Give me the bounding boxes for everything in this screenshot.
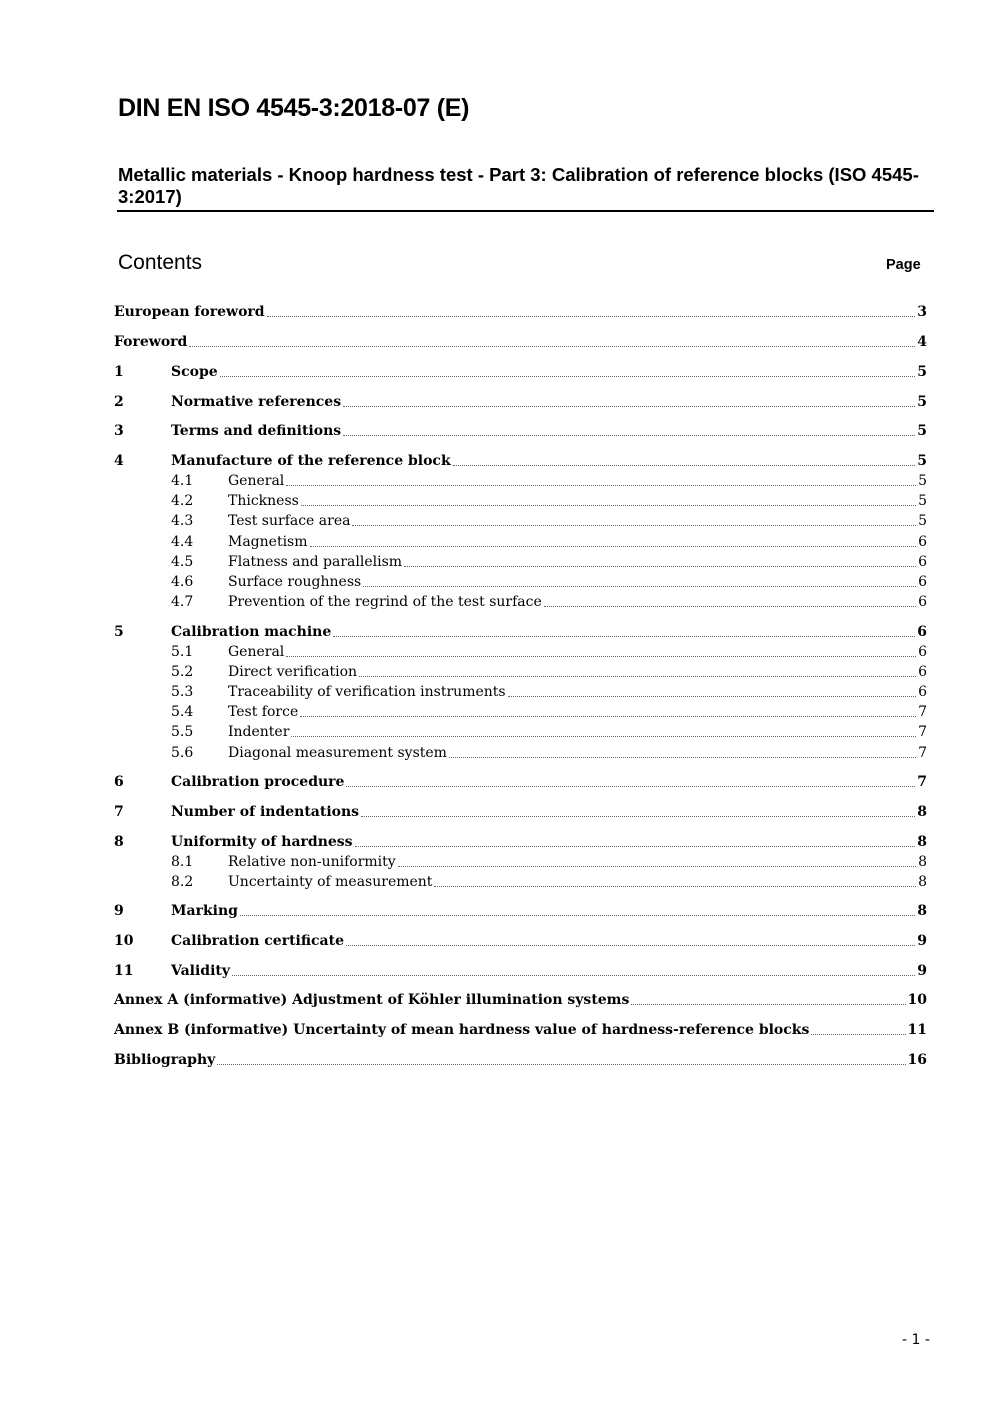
toc-entry-number: 4.5 (171, 554, 194, 570)
toc-entry[interactable] (114, 471, 927, 491)
toc-entry-label: Bibliography (114, 1052, 216, 1068)
toc-dot-leader (434, 886, 916, 887)
page-column-heading: Page (886, 257, 921, 273)
toc-entry-page: 16 (907, 1052, 927, 1068)
toc-entry-page: 5 (917, 394, 927, 410)
toc-entry-page: 5 (917, 423, 927, 439)
toc-entry-label: Magnetism (228, 534, 308, 550)
toc-entry[interactable] (114, 990, 927, 1010)
toc-entry-page: 5 (917, 453, 927, 469)
toc-entry[interactable] (114, 332, 927, 352)
toc-entry-label: Test force (228, 704, 299, 720)
toc-entry-number: 4 (114, 453, 124, 469)
toc-entry-page: 8 (918, 874, 927, 890)
toc-entry-number: 5.2 (171, 664, 194, 680)
toc-entry-page: 5 (918, 473, 927, 489)
document-title: Metallic materials - Knoop hardness test - Part 3: Calibration of reference blocks (ISO 4545-3:2017) (118, 164, 919, 207)
toc-dot-leader (232, 975, 915, 976)
toc-entry-page: 10 (907, 992, 927, 1008)
toc-entry-page: 5 (917, 364, 927, 380)
toc-entry[interactable] (114, 552, 927, 572)
toc-entry-number: 11 (114, 963, 134, 979)
toc-entry-number: 5.3 (171, 684, 194, 700)
toc-entry-page: 3 (917, 304, 927, 320)
toc-entry-label: General (228, 644, 285, 660)
toc-entry[interactable] (114, 961, 927, 981)
toc-entry-page: 6 (918, 554, 927, 570)
toc-entry-label: Annex B (informative) Uncertainty of mean hardness value of hardness-reference blocks (114, 1022, 810, 1038)
toc-entry-label: Thickness (228, 493, 299, 509)
toc-entry-label: Scope (171, 364, 218, 380)
toc-dot-leader (310, 546, 917, 547)
toc-entry-label: General (228, 473, 285, 489)
toc-entry-page: 7 (918, 704, 927, 720)
toc-entry-page: 6 (917, 624, 927, 640)
toc-entry[interactable] (114, 832, 927, 852)
toc-entry-number: 8.1 (171, 854, 194, 870)
toc-entry-label: Marking (171, 903, 238, 919)
toc-dot-leader (544, 606, 916, 607)
toc-entry-label: Manufacture of the reference block (171, 453, 451, 469)
toc-dot-leader (404, 566, 916, 567)
toc-dot-leader (286, 656, 916, 657)
toc-entry[interactable] (114, 662, 927, 682)
toc-dot-leader (352, 525, 916, 526)
toc-entry-page: 8 (917, 903, 927, 919)
toc-entry[interactable] (114, 1020, 927, 1040)
toc-dot-leader (301, 505, 916, 506)
toc-entry[interactable] (114, 491, 927, 511)
toc-entry-page: 11 (907, 1022, 927, 1038)
toc-entry-page: 7 (917, 774, 927, 790)
toc-entry-number: 6 (114, 774, 124, 790)
toc-dot-leader (631, 1004, 905, 1005)
contents-heading: Contents (118, 251, 203, 274)
toc-entry[interactable] (114, 421, 927, 441)
toc-entry-number: 5.4 (171, 704, 194, 720)
toc-entry-label: Test surface area (228, 513, 351, 529)
toc-entry-label: Relative non-uniformity (228, 854, 396, 870)
toc-entry-number: 8 (114, 834, 124, 850)
toc-entry-page: 6 (918, 574, 927, 590)
toc-entry-label: Terms and definitions (171, 423, 342, 439)
toc-entry[interactable] (114, 931, 927, 951)
page-number: - 1 - (902, 1332, 930, 1348)
toc-entry-page: 6 (918, 644, 927, 660)
toc-entry-number: 4.4 (171, 534, 194, 550)
toc-entry-number: 8.2 (171, 874, 194, 890)
toc-entry-number: 1 (114, 364, 124, 380)
toc-dot-leader (189, 346, 915, 347)
toc-entry-label: Foreword (114, 334, 188, 350)
document-code: DIN EN ISO 4545-3:2018-07 (E) (118, 94, 470, 122)
toc-entry[interactable] (114, 702, 927, 722)
toc-entry-number: 3 (114, 423, 124, 439)
toc-entry-number: 4.6 (171, 574, 194, 590)
toc-dot-leader (508, 696, 916, 697)
toc-dot-leader (359, 676, 916, 677)
toc-entry-number: 4.1 (171, 473, 194, 489)
toc-dot-leader (217, 1064, 905, 1065)
toc-entry-page: 6 (918, 534, 927, 550)
toc-entry-label: Surface roughness (228, 574, 362, 590)
toc-dot-leader (363, 586, 916, 587)
toc-entry-page: 8 (918, 854, 927, 870)
toc-dot-leader (346, 786, 915, 787)
toc-entry[interactable] (114, 302, 927, 322)
toc-entry-label: Validity (171, 963, 230, 979)
toc-dot-leader (300, 716, 916, 717)
toc-dot-leader (286, 485, 916, 486)
toc-entry-page: 5 (918, 513, 927, 529)
toc-entry-page: 5 (918, 493, 927, 509)
toc-entry[interactable] (114, 802, 927, 822)
toc-entry[interactable] (114, 362, 927, 382)
toc-entry[interactable] (114, 872, 927, 892)
toc-entry-label: Number of indentations (171, 804, 360, 820)
toc-entry-page: 9 (917, 963, 927, 979)
toc-entry[interactable] (114, 901, 927, 921)
toc-entry[interactable] (114, 511, 927, 531)
toc-entry-page: 7 (918, 745, 927, 761)
toc-entry-number: 5.1 (171, 644, 194, 660)
toc-dot-leader (343, 435, 915, 436)
toc-entry-number: 4.7 (171, 594, 194, 610)
toc-entry[interactable] (114, 722, 927, 742)
toc-entry-label: Calibration certificate (171, 933, 345, 949)
toc-dot-leader (220, 376, 916, 377)
toc-dot-leader (355, 846, 916, 847)
toc-dot-leader (361, 816, 915, 817)
toc-entry-page: 4 (917, 334, 927, 350)
toc-entry[interactable] (114, 532, 927, 552)
toc-dot-leader (453, 465, 916, 466)
toc-entry-label: Prevention of the regrind of the test surface (228, 594, 542, 610)
toc-entry-page: 7 (918, 724, 927, 740)
toc-entry-number: 10 (114, 933, 134, 949)
toc-entry-label: European foreword (114, 304, 265, 320)
toc-dot-leader (240, 915, 915, 916)
toc-entry[interactable] (114, 743, 927, 763)
toc-entry[interactable] (114, 572, 927, 592)
toc-entry-label: Uncertainty of measurement (228, 874, 433, 890)
toc-entry-number: 5.5 (171, 724, 194, 740)
toc-entry-page: 6 (918, 684, 927, 700)
toc-entry-page: 8 (917, 834, 927, 850)
toc-entry-number: 4.2 (171, 493, 194, 509)
toc-entry-label: Direct verification (228, 664, 358, 680)
toc-dot-leader (398, 866, 916, 867)
toc-entry-label: Flatness and parallelism (228, 554, 403, 570)
toc-entry-label: Traceability of verification instruments (228, 684, 506, 700)
toc-entry[interactable] (114, 682, 927, 702)
toc-dot-leader (346, 945, 915, 946)
toc-entry-label: Annex A (informative) Adjustment of Köhler illumination systems (114, 992, 630, 1008)
toc-entry[interactable] (114, 642, 927, 662)
toc-dot-leader (333, 636, 915, 637)
toc-dot-leader (267, 316, 916, 317)
toc-entry[interactable] (114, 852, 927, 872)
toc-entry[interactable] (114, 451, 927, 471)
toc-entry-label: Diagonal measurement system (228, 745, 447, 761)
toc-entry-label: Calibration machine (171, 624, 332, 640)
toc-dot-leader (449, 757, 916, 758)
toc-entry-page: 9 (917, 933, 927, 949)
toc-dot-leader (811, 1034, 905, 1035)
toc-dot-leader (343, 406, 915, 407)
toc-entry-number: 5.6 (171, 745, 194, 761)
toc-entry-number: 4.3 (171, 513, 194, 529)
toc-dot-leader (291, 736, 916, 737)
toc-entry-page: 6 (918, 594, 927, 610)
toc-entry-label: Calibration procedure (171, 774, 345, 790)
toc-entry[interactable] (114, 622, 927, 642)
toc-entry-label: Uniformity of hardness (171, 834, 353, 850)
toc-entry-page: 6 (918, 664, 927, 680)
toc-entry-number: 9 (114, 903, 124, 919)
toc-entry[interactable] (114, 1050, 927, 1070)
toc-entry[interactable] (114, 592, 927, 612)
toc-entry-number: 2 (114, 394, 124, 410)
toc-entry-page: 8 (917, 804, 927, 820)
toc-entry-label: Indenter (228, 724, 290, 740)
toc-entry[interactable] (114, 772, 927, 792)
toc-entry-label: Normative references (171, 394, 342, 410)
toc-entry-number: 7 (114, 804, 124, 820)
title-underline (117, 210, 934, 212)
toc-entry-number: 5 (114, 624, 124, 640)
toc-entry[interactable] (114, 392, 927, 412)
